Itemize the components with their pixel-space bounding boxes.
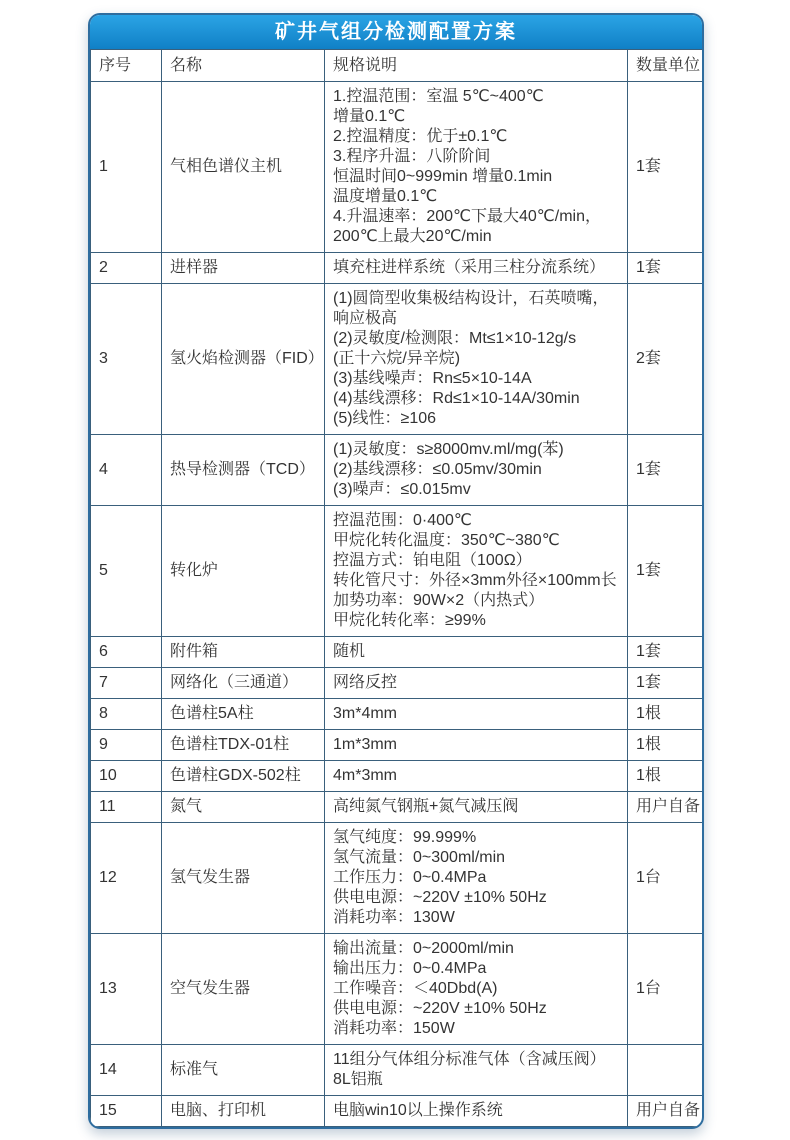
spec-cell <box>325 823 628 934</box>
row-number-cell: 4 <box>91 435 162 506</box>
table-row <box>91 284 705 435</box>
spec-line: (5)线性：≥106 <box>333 410 437 427</box>
spec-line: 1.控温范围：室温 5℃~400℃ <box>333 88 544 105</box>
spec-line: 消耗功率：150W <box>333 1020 455 1037</box>
spec-cell <box>325 1096 628 1127</box>
spec-line: 供电电源：~220V ±10% 50Hz <box>333 889 547 906</box>
table-header <box>91 50 705 82</box>
row-number-cell: 2 <box>91 253 162 284</box>
quantity-cell: 1套 <box>628 668 705 699</box>
spec-line: (3)噪声：≤0.015mv <box>333 481 471 498</box>
spec-cell <box>325 761 628 792</box>
spec-cell <box>325 668 628 699</box>
spec-line: 11组分气体组分标准气体（含减压阀） <box>333 1051 606 1068</box>
quantity-cell: 1套 <box>628 253 705 284</box>
spec-line: 供电电源：~220V ±10% 50Hz <box>333 1000 547 1017</box>
spec-line: 3m*4mm <box>333 705 398 722</box>
spec-line: 随机 <box>333 643 366 660</box>
spec-line: 工作噪音：＜40Dbd(A) <box>333 980 498 997</box>
spec-line: (1)圆筒型收集极结构设计，石英喷嘴， <box>333 290 609 307</box>
item-name-cell: 转化炉 <box>162 506 325 637</box>
page-title: 矿井气组分检测配置方案 <box>90 15 702 49</box>
row-number-cell: 1 <box>91 82 162 253</box>
header-row <box>91 50 705 82</box>
spec-line: (3)基线噪声：Rn≤5×10-14A <box>333 370 532 387</box>
row-number-cell: 11 <box>91 792 162 823</box>
spec-line: 8L铝瓶 <box>333 1071 383 1088</box>
spec-line: 响应极高 <box>333 310 398 327</box>
spec-cell <box>325 1045 628 1096</box>
quantity-cell: 1根 <box>628 761 705 792</box>
spec-line: 转化管尺寸：外径×3mm外径×100mm长 <box>333 572 617 589</box>
item-name-cell: 氮气 <box>162 792 325 823</box>
item-name-cell: 进样器 <box>162 253 325 284</box>
spec-cell <box>325 435 628 506</box>
quantity-cell: 1套 <box>628 637 705 668</box>
spec-line: 填充柱进样系统（采用三柱分流系统） <box>333 259 606 276</box>
row-number-cell: 14 <box>91 1045 162 1096</box>
spec-line: 温度增量0.1℃ <box>333 188 438 205</box>
spec-cell <box>325 506 628 637</box>
spec-line: 甲烷化转化率：≥99% <box>333 612 486 629</box>
table-row <box>91 637 705 668</box>
quantity-cell: 1台 <box>628 823 705 934</box>
spec-cell <box>325 82 628 253</box>
column-header-name: 名称 <box>162 50 325 82</box>
spec-cell <box>325 792 628 823</box>
spec-line: 1m*3mm <box>333 736 398 753</box>
item-name-cell: 色谱柱GDX-502柱 <box>162 761 325 792</box>
item-name-cell: 网络化（三通道） <box>162 668 325 699</box>
spec-cell <box>325 637 628 668</box>
spec-line: 增量0.1℃ <box>333 108 406 125</box>
spec-line: 恒温时间0~999min 增量0.1min <box>333 168 553 185</box>
spec-line: 氢气流量：0~300ml/min <box>333 849 506 866</box>
spec-line: 4m*3mm <box>333 767 398 784</box>
quantity-cell: 2套 <box>628 284 705 435</box>
column-header-qty: 数量单位 <box>628 50 705 82</box>
spec-line: 氢气纯度：99.999% <box>333 829 477 846</box>
spec-line: 加势功率：90W×2（内热式） <box>333 592 545 609</box>
quantity-cell: 1套 <box>628 82 705 253</box>
spec-cell <box>325 284 628 435</box>
table-row <box>91 699 705 730</box>
table-row <box>91 1045 705 1096</box>
item-name-cell: 色谱柱TDX-01柱 <box>162 730 325 761</box>
row-number-cell: 13 <box>91 934 162 1045</box>
spec-cell <box>325 934 628 1045</box>
quantity-cell: 1台 <box>628 934 705 1045</box>
quantity-cell: 1根 <box>628 699 705 730</box>
table-row <box>91 792 705 823</box>
spec-line: (1)灵敏度：s≥8000mv.ml/mg(苯) <box>333 441 564 458</box>
table-row <box>91 506 705 637</box>
item-name-cell: 标准气 <box>162 1045 325 1096</box>
spec-line: 2.控温精度：优于±0.1℃ <box>333 128 508 145</box>
spec-table <box>90 49 704 1127</box>
row-number-cell: 6 <box>91 637 162 668</box>
spec-line: 输出压力：0~0.4MPa <box>333 960 487 977</box>
table-row <box>91 435 705 506</box>
item-name-cell: 热导检测器（TCD） <box>162 435 325 506</box>
spec-line: 消耗功率：130W <box>333 909 455 926</box>
spec-table-card <box>88 13 704 1129</box>
row-number-cell: 3 <box>91 284 162 435</box>
column-header-spec: 规格说明 <box>325 50 628 82</box>
row-number-cell: 5 <box>91 506 162 637</box>
table-row <box>91 253 705 284</box>
quantity-cell: 用户自备 <box>628 1096 705 1127</box>
spec-line: 高纯氮气钢瓶+氮气减压阀 <box>333 798 519 815</box>
table-body <box>91 82 705 1127</box>
table-row <box>91 668 705 699</box>
spec-cell <box>325 730 628 761</box>
item-name-cell: 附件箱 <box>162 637 325 668</box>
spec-line: 4.升温速率：200℃下最大40℃/min， <box>333 208 602 225</box>
spec-line: 网络反控 <box>333 674 398 691</box>
quantity-cell: 1套 <box>628 506 705 637</box>
row-number-cell: 9 <box>91 730 162 761</box>
table-row <box>91 761 705 792</box>
spec-cell <box>325 253 628 284</box>
spec-cell <box>325 699 628 730</box>
spec-line: (2)基线漂移：≤0.05mv/30min <box>333 461 542 478</box>
table-row <box>91 934 705 1045</box>
row-number-cell: 15 <box>91 1096 162 1127</box>
quantity-cell: 1套 <box>628 435 705 506</box>
spec-line: 3.程序升温：八阶阶间 <box>333 148 491 165</box>
quantity-cell <box>628 1045 705 1096</box>
spec-line: 控温方式：铂电阻（100Ω） <box>333 552 532 569</box>
spec-line: (正十六烷/异辛烷) <box>333 350 461 367</box>
table-row <box>91 1096 705 1127</box>
item-name-cell: 气相色谱仪主机 <box>162 82 325 253</box>
item-name-cell: 氢气发生器 <box>162 823 325 934</box>
item-name-cell: 电脑、打印机 <box>162 1096 325 1127</box>
item-name-cell: 色谱柱5A柱 <box>162 699 325 730</box>
spec-line: 200℃上最大20℃/min <box>333 228 492 245</box>
quantity-cell: 用户自备 <box>628 792 705 823</box>
table-row <box>91 730 705 761</box>
item-name-cell: 氢火焰检测器（FID） <box>162 284 325 435</box>
spec-line: (4)基线漂移：Rd≤1×10-14A/30min <box>333 390 580 407</box>
table-row <box>91 823 705 934</box>
column-header-no: 序号 <box>91 50 162 82</box>
spec-line: 电脑win10以上操作系统 <box>333 1102 503 1119</box>
row-number-cell: 12 <box>91 823 162 934</box>
spec-line: 甲烷化转化温度：350℃~380℃ <box>333 532 560 549</box>
spec-line: 输出流量：0~2000ml/min <box>333 940 514 957</box>
spec-line: (2)灵敏度/检测限：Mt≤1×10-12g/s <box>333 330 577 347</box>
spec-line: 控温范围：0·400℃ <box>333 512 472 529</box>
item-name-cell: 空气发生器 <box>162 934 325 1045</box>
row-number-cell: 10 <box>91 761 162 792</box>
row-number-cell: 7 <box>91 668 162 699</box>
quantity-cell: 1根 <box>628 730 705 761</box>
spec-line: 工作压力：0~0.4MPa <box>333 869 487 886</box>
table-row <box>91 82 705 253</box>
row-number-cell: 8 <box>91 699 162 730</box>
